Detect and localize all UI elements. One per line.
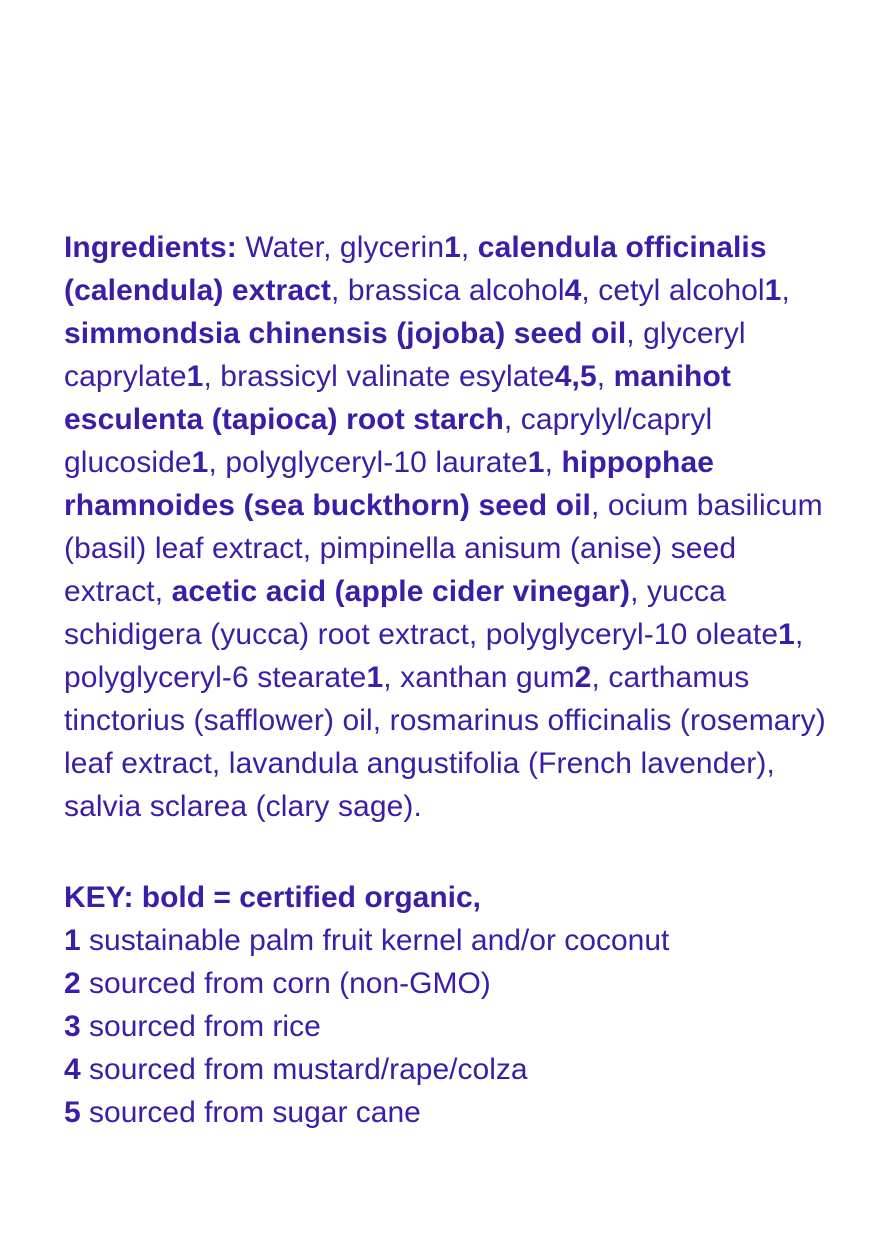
key-entry-number: 4 [64, 1053, 81, 1086]
ingredients-paragraph [64, 226, 842, 828]
ingredient-segment: , yucca schidigera (yucca) root extract, polyglyceryl-10 oleate [64, 575, 779, 651]
ingredient-segment: , [781, 274, 790, 307]
key-entry-number: 3 [64, 1010, 81, 1043]
ingredient-segment: , cetyl alcohol [581, 274, 765, 307]
ingredient-segment: , [596, 360, 614, 393]
ingredient-segment: Water, glycerin [236, 231, 445, 264]
key-entry-number: 1 [64, 924, 81, 957]
ingredient-segment: 1 [444, 231, 461, 264]
ingredient-segment: , [544, 446, 562, 479]
key-entry [64, 1005, 842, 1048]
ingredient-segment: acetic acid (apple cider vinegar) [171, 575, 631, 608]
ingredient-segment: 2 [574, 661, 592, 694]
ingredient-segment: , polyglyceryl-10 laurate [208, 446, 528, 479]
ingredient-segment: 4 [564, 274, 582, 307]
key-entry-number: 2 [64, 967, 81, 1000]
ingredient-segment: , glyceryl caprylate [64, 317, 746, 393]
ingredient-segment: manihot esculenta (tapioca) root starch [64, 360, 731, 436]
ingredient-segment: simmondsia chinensis (jojoba) seed oil [64, 317, 627, 350]
key-entry-text: sourced from rice [80, 1010, 321, 1043]
ingredient-segment: calendula officinalis (calendula) extract [64, 231, 767, 307]
key-entry [64, 919, 842, 962]
ingredient-segment: 1 [778, 618, 795, 651]
ingredient-segment: , ocium basilicum (basil) leaf extract, pimpinella anisum (anise) seed extract, [64, 489, 823, 608]
key-entry-number: 5 [64, 1096, 81, 1129]
ingredient-segment: , caprylyl/capryl glucoside [64, 403, 713, 479]
ingredient-segment: 1 [191, 446, 209, 479]
key-section [64, 876, 842, 1134]
ingredient-segment: 1 [366, 661, 384, 694]
ingredient-segment: , brassicyl valinate esylate [203, 360, 555, 393]
key-entry-text: sourced from corn (non-GMO) [80, 967, 491, 1000]
ingredient-segment: , [460, 231, 478, 264]
key-title: KEY: bold = certified organic, [64, 881, 482, 914]
ingredient-segment: , polyglyceryl-6 stearate [64, 618, 804, 694]
ingredient-segment: 1 [764, 274, 782, 307]
key-entry [64, 1048, 842, 1091]
key-entry-text: sourced from mustard/rape/colza [80, 1053, 528, 1086]
key-entry [64, 1091, 842, 1134]
ingredient-segment: 4,5 [554, 360, 597, 393]
key-entry-text: sustainable palm fruit kernel and/or coconut [80, 924, 670, 957]
ingredient-segment: 1 [527, 446, 545, 479]
key-list [64, 919, 842, 1134]
key-entry [64, 962, 842, 1005]
key-entry-text: sourced from sugar cane [80, 1096, 421, 1129]
ingredient-segment: , brassica alcohol [331, 274, 565, 307]
ingredient-segment: Ingredients: [64, 231, 237, 264]
ingredient-segment: , carthamus tinctorius (safflower) oil, rosmarinus officinalis (rosemary) leaf extract, lavandula angustifolia (French lavender), salvia sclarea (clary sage). [64, 661, 826, 823]
ingredient-segment: , xanthan gum [383, 661, 575, 694]
ingredient-segment: hippophae rhamnoides (sea buckthorn) seed oil [64, 446, 715, 522]
ingredient-segment: 1 [186, 360, 204, 393]
